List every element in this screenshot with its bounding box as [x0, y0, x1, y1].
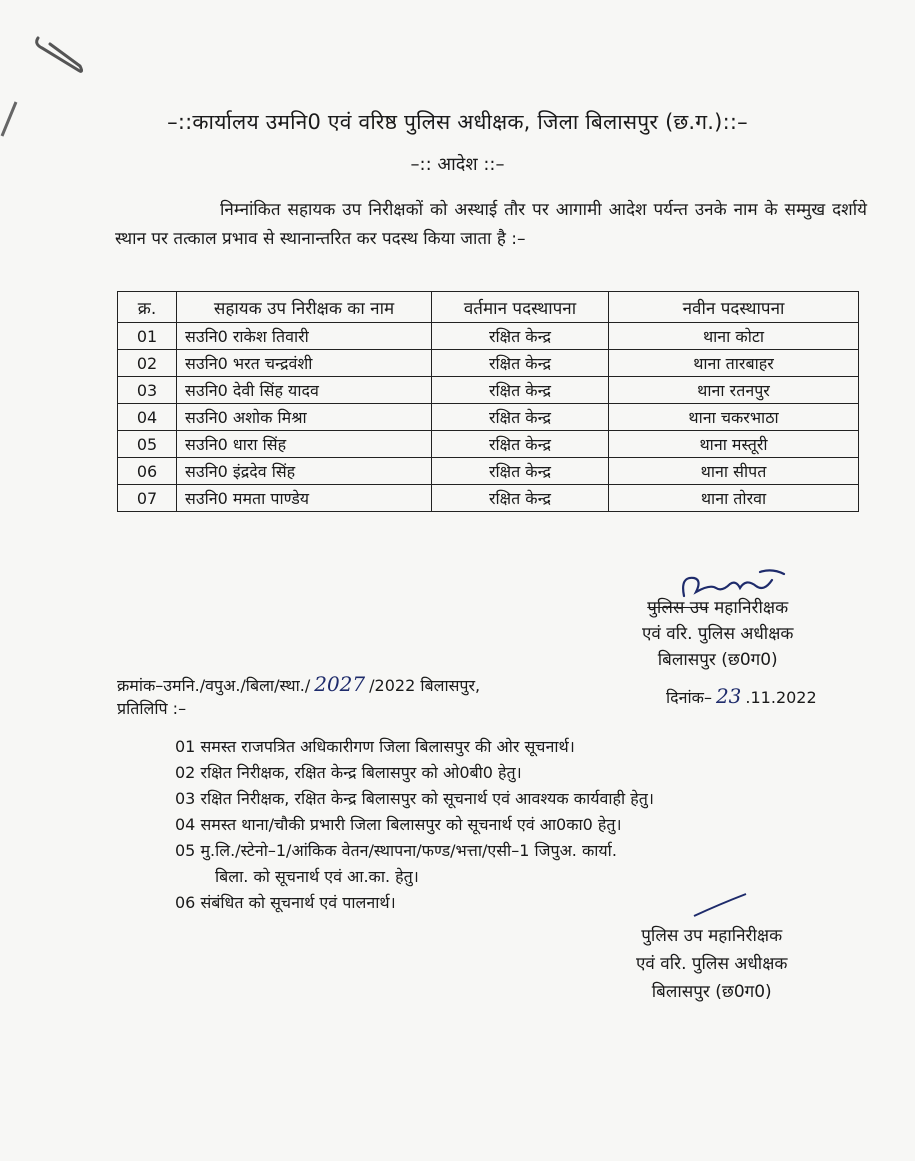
- current-posting-cell: रक्षित केन्द्र: [432, 323, 609, 350]
- serial-cell: 04: [118, 404, 177, 431]
- office-title: –::कार्यालय उमनि0 एवं वरिष्ठ पुलिस अधीक्षक, जिला बिलासपुर (छ.ग.)::–: [167, 110, 748, 134]
- sig2-line1: पुलिस उप महानिरीक्षक: [641, 926, 783, 946]
- date-prefix: दिनांक–: [666, 688, 712, 707]
- reference-suffix: /2022 बिलासपुर,: [369, 676, 481, 695]
- col-current-posting: वर्तमान पदस्थापना: [432, 292, 609, 323]
- current-posting-cell: रक्षित केन्द्र: [432, 404, 609, 431]
- copy-label: प्रतिलिपि :–: [117, 699, 187, 718]
- order-title: –:: आदेश ::–: [410, 154, 505, 175]
- intro-paragraph: [115, 196, 867, 254]
- list-item: 03 रक्षित निरीक्षक, रक्षित केन्द्र बिलासपुर को सूचनार्थ एवं आवश्यक कार्यवाही हेतु।: [175, 789, 654, 808]
- serial-cell: 02: [118, 350, 177, 377]
- sig1-struck-text: पुलिस उप: [647, 598, 709, 618]
- list-item: 04 समस्त थाना/चौकी प्रभारी जिला बिलासपुर को सूचनार्थ एवं आ0का0 हेतु।: [175, 815, 622, 834]
- new-posting-cell: थाना तोरवा: [609, 485, 859, 512]
- table-row: [118, 323, 859, 350]
- list-item: 06 संबंधित को सूचनार्थ एवं पालनार्थ।: [175, 893, 396, 912]
- new-posting-cell: थाना सीपत: [609, 458, 859, 485]
- new-posting-cell: थाना मस्तूरी: [609, 431, 859, 458]
- table-row: [118, 431, 859, 458]
- signature-block-2: [636, 922, 787, 1006]
- serial-cell: 07: [118, 485, 177, 512]
- pen-stroke-icon: [690, 890, 750, 920]
- current-posting-cell: रक्षित केन्द्र: [432, 431, 609, 458]
- col-serial: क्र.: [118, 292, 177, 323]
- intro-text: निम्नांकित सहायक उप निरीक्षकों को अस्थाई तौर पर आगामी आदेश पर्यन्त उनके नाम के सम्मुख दर्शाये स्थान पर तत्काल प्रभाव से स्थानान्तरित कर पदस्थ किया जाता है :–: [115, 200, 867, 249]
- date-suffix: .11.2022: [745, 688, 817, 707]
- table-row: [118, 404, 859, 431]
- transfer-table: [117, 291, 859, 512]
- new-posting-cell: थाना तारबाहर: [609, 350, 859, 377]
- name-cell: सउनि0 राकेश तिवारी: [177, 323, 432, 350]
- list-item: 01 समस्त राजपत्रित अधिकारीगण जिला बिलासपुर की ओर सूचनार्थ।: [175, 737, 575, 756]
- serial-cell: 05: [118, 431, 177, 458]
- name-cell: सउनि0 भरत चन्द्रवंशी: [177, 350, 432, 377]
- date-day: 23: [715, 684, 742, 708]
- sig1-line3: बिलासपुर (छ0ग0): [657, 650, 778, 670]
- reference-number: 2027: [314, 672, 366, 696]
- list-item: बिला. को सूचनार्थ एवं आ.का. हेतु।: [215, 867, 419, 886]
- table-row: [118, 458, 859, 485]
- sig2-line2: एवं वरि. पुलिस अधीक्षक: [636, 954, 788, 974]
- new-posting-cell: थाना रतनपुर: [609, 377, 859, 404]
- signature-block-1: [642, 595, 793, 673]
- new-posting-cell: थाना कोटा: [609, 323, 859, 350]
- col-new-posting: नवीन पदस्थापना: [609, 292, 859, 323]
- list-item: 05 मु.लि./स्टेनो–1/आंकिक वेतन/स्थापना/फण्ड/भत्ता/एसी–1 जिपुअ. कार्या.: [175, 841, 617, 860]
- list-item: 02 रक्षित निरीक्षक, रक्षित केन्द्र बिलासपुर को ओ0बी0 हेतु।: [175, 763, 522, 782]
- sig1-line2: एवं वरि. पुलिस अधीक्षक: [642, 624, 794, 644]
- current-posting-cell: रक्षित केन्द्र: [432, 377, 609, 404]
- sig1-rest-text: महानिरीक्षक: [708, 598, 789, 618]
- current-posting-cell: रक्षित केन्द्र: [432, 350, 609, 377]
- table-row: [118, 377, 859, 404]
- name-cell: सउनि0 ममता पाण्डेय: [177, 485, 432, 512]
- paper-clip-icon: [30, 30, 90, 80]
- table-row: [118, 485, 859, 512]
- name-cell: सउनि0 अशोक मिश्रा: [177, 404, 432, 431]
- name-cell: सउनि0 इंद्रदेव सिंह: [177, 458, 432, 485]
- serial-cell: 01: [118, 323, 177, 350]
- copy-list: [175, 734, 835, 916]
- name-cell: सउनि0 धारा सिंह: [177, 431, 432, 458]
- table-row: [118, 350, 859, 377]
- table-header-row: [118, 292, 859, 323]
- new-posting-cell: थाना चकरभाठा: [609, 404, 859, 431]
- serial-cell: 03: [118, 377, 177, 404]
- col-name: सहायक उप निरीक्षक का नाम: [177, 292, 432, 323]
- name-cell: सउनि0 देवी सिंह यादव: [177, 377, 432, 404]
- current-posting-cell: रक्षित केन्द्र: [432, 485, 609, 512]
- sig1-line1: [642, 595, 793, 621]
- reference-line: [117, 672, 480, 696]
- current-posting-cell: रक्षित केन्द्र: [432, 458, 609, 485]
- date-line: [666, 684, 817, 708]
- reference-prefix: क्रमांक–उमनि./वपुअ./बिला/स्था./: [117, 676, 311, 695]
- sig2-line3: बिलासपुर (छ0ग0): [651, 982, 772, 1002]
- serial-cell: 06: [118, 458, 177, 485]
